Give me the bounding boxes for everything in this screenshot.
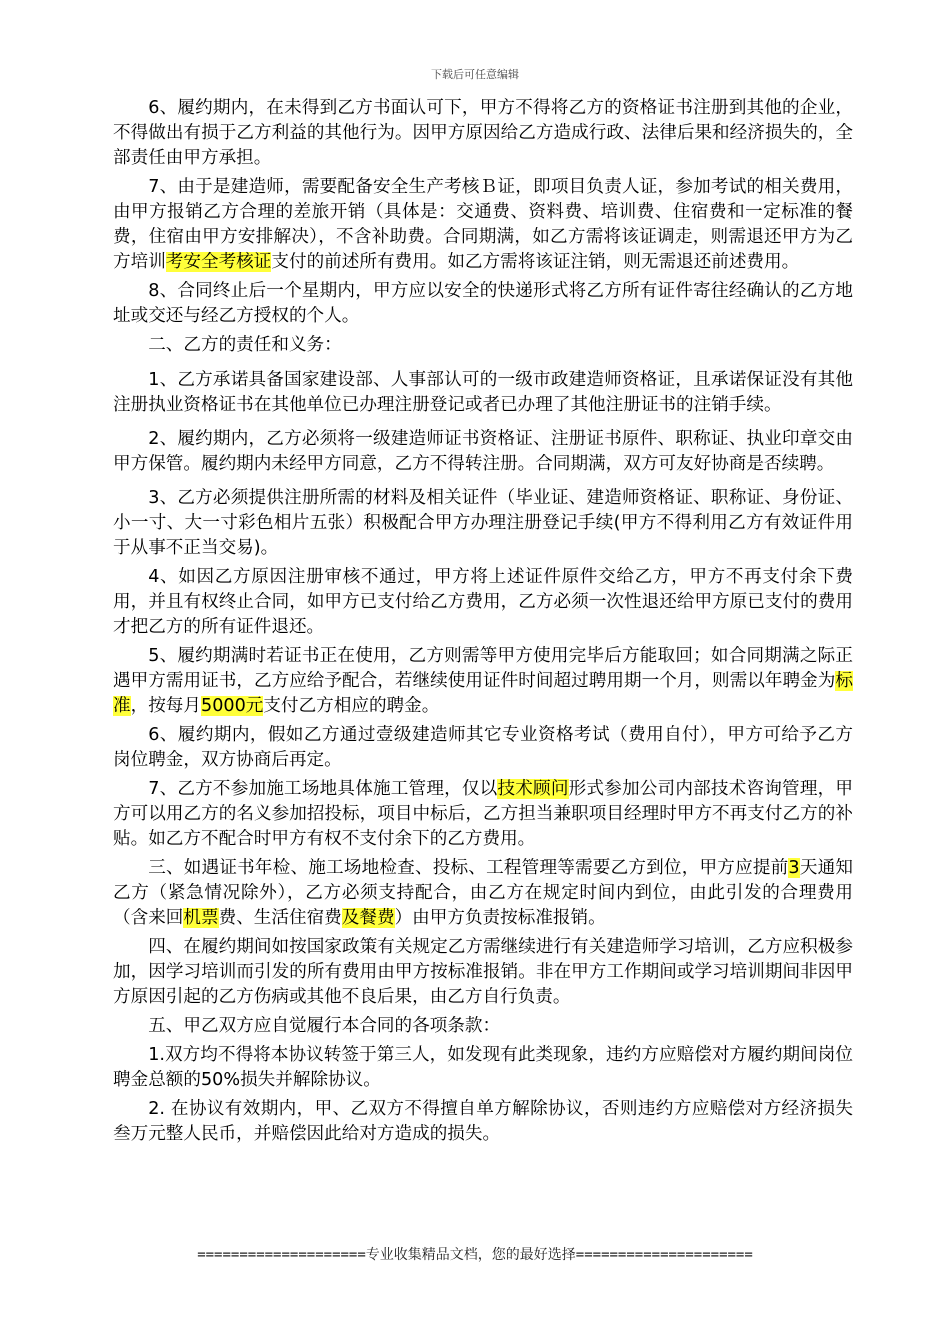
page-footer: ====================专业收集精品文档，您的最好选择===================== [197, 1247, 753, 1263]
clause-b6: 6、履约期内，假如乙方通过壹级建造师其它专业资格考试（费用自付），甲方可给予乙方岗位聘金，双方协商后再定。 [113, 725, 853, 770]
clause-b1: 1、乙方承诺具备国家建设部、人事部认可的一级市政建造师资格证，且承诺保证没有其他注册执业资格证书在其他单位已办理注册登记或者已办理了其他注册证书的注销手续。 [113, 370, 853, 415]
clause-a7-text-1: 7、由于是建造师，需要配备安全生产考核Ｂ证，即项目负责人证，参加考试的相关费用，由甲方报销乙方合理的差旅开销（具体是：交通费、资料费、培训费、住宿费和一定标准的餐费，住宿由甲方安排解决），不含补助费。合同期满，如乙方需将该证调走，则需退还甲方为乙方培训 [113, 177, 853, 272]
clause-b5-text-3: 支付乙方相应的聘金。 [263, 696, 440, 716]
section-3 [113, 856, 853, 931]
highlight-text: 3 [788, 858, 800, 878]
clause-a8: 8、合同终止后一个星期内，甲方应以安全的快递形式将乙方所有证件寄往经确认的乙方地址或交还与经乙方授权的个人。 [113, 281, 853, 326]
clause-a7 [113, 175, 853, 275]
section-4: 四、在履约期间如按国家政策有关规定乙方需继续进行有关建造师学习培训，乙方应积极参加，因学习培训而引发的所有费用由甲方按标准报销。非在甲方工作期间或学习培训期间非因甲方原因引起的乙方伤病或其他不良后果，由乙方自行负责。 [113, 937, 853, 1007]
highlight-text: 及餐费 [341, 908, 395, 928]
clause-b4: 4、如因乙方原因注册审核不通过，甲方将上述证件原件交给乙方，甲方不再支付余下费用，并且有权终止合同，如甲方已支付给乙方费用，乙方必须一次性退还给甲方原已支付的费用才把乙方的所有证件退还。 [113, 567, 853, 637]
section-heading-5: 五、甲乙双方应自觉履行本合同的各项条款： [148, 1016, 501, 1036]
clause-a7-text-2: 支付的前述所有费用。如乙方需将该证注销，则无需退还前述费用。 [271, 252, 800, 272]
clause-e1: 1.双方均不得将本协议转签于第三人，如发现有此类现象，违约方应赔偿对方履约期间岗位聘金总额的50%损失并解除协议。 [113, 1045, 853, 1090]
section-3-text-2: 天通知乙方（紧急情况除外），乙方必须支持配合，由乙方在规定时间内到位，由此引发的合理费用（含来回 [113, 858, 853, 928]
clause-e2: 2. 在协议有效期内，甲、乙双方不得擅自单方解除协议，否则违约方应赔偿对方经济损失叁万元整人民币，并赔偿因此给对方造成的损失。 [113, 1099, 853, 1144]
page-header: 下载后可任意编辑 [431, 68, 519, 81]
highlight-text: 考安全考核证 [165, 252, 272, 272]
clause-b5 [113, 644, 853, 719]
clause-b5-text-2: ，按每月 [130, 696, 201, 716]
highlight-text: 机票 [183, 908, 219, 928]
section-3-text-1: 三、如遇证书年检、施工场地检查、投标、工程管理等需要乙方到位，甲方应提前 [148, 858, 789, 878]
clause-b7-text-2: 形式参加公司内部技术咨询管理，甲方可以用乙方的名义参加招投标，项目中标后，乙方担当兼职项目经理时甲方不再支付乙方的补贴。如乙方不配合时甲方有权不支付余下的乙方费用。 [113, 779, 853, 849]
section-heading-2: 二、乙方的责任和义务： [148, 335, 342, 355]
highlight-text: 5000元 [201, 696, 264, 716]
section-3-text-4: ）由甲方负责按标准报销。 [394, 908, 606, 928]
highlight-text: 技术顾问 [497, 779, 569, 799]
document-body [113, 96, 853, 1151]
clause-a6: 6、履约期内，在未得到乙方书面认可下，甲方不得将乙方的资格证书注册到其他的企业，不得做出有损于乙方利益的其他行为。因甲方原因给乙方造成行政、法律后果和经济损失的，全部责任由甲方承担。 [113, 98, 853, 168]
section-3-text-3: 费、生活住宿费 [218, 908, 342, 928]
clause-b5-text-1: 5、履约期满时若证书正在使用，乙方则需等甲方使用完毕后方能取回；如合同期满之际正遇甲方需用证书，乙方应给予配合，若继续使用证件时间超过聘用期一个月，则需以年聘金为 [113, 646, 853, 691]
clause-b3: 3、乙方必须提供注册所需的材料及相关证件（毕业证、建造师资格证、职称证、身份证、小一寸、大一寸彩色相片五张）积极配合甲方办理注册登记手续(甲方不得利用乙方有效证件用于从事不正当交易)。 [113, 488, 853, 558]
clause-b7 [113, 777, 853, 852]
clause-b2: 2、履约期内，乙方必须将一级建造师证书资格证、注册证书原件、职称证、执业印章交由甲方保管。履约期内未经甲方同意，乙方不得转注册。合同期满，双方可友好协商是否续聘。 [113, 429, 853, 474]
clause-b7-text-1: 7、乙方不参加施工场地具体施工管理，仅以 [148, 779, 498, 799]
highlight-text: 标准 [113, 671, 853, 716]
